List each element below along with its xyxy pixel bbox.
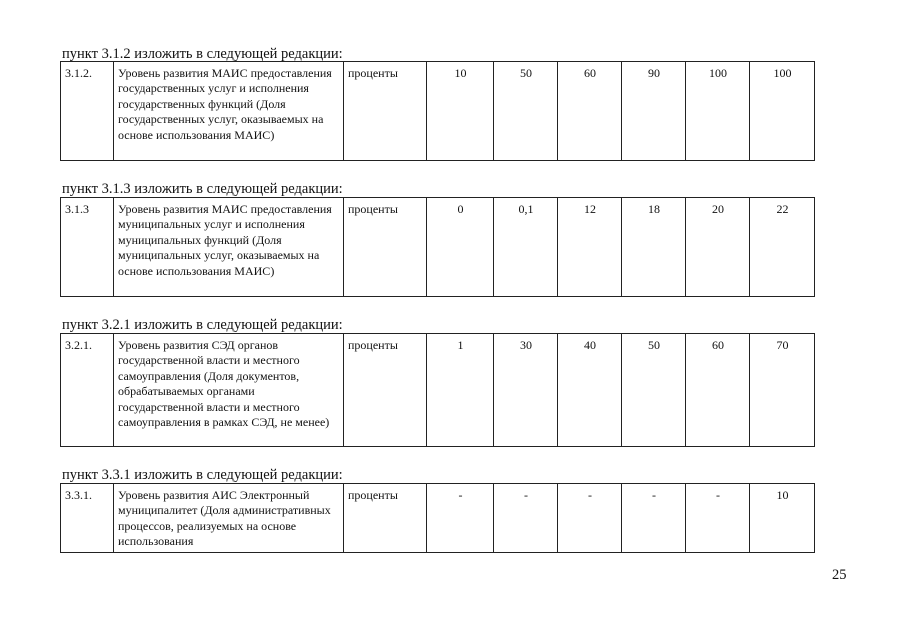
indicator-unit: проценты (344, 484, 427, 553)
indicator-value: 100 (686, 62, 750, 161)
indicator-value: 40 (558, 334, 622, 447)
indicator-name: Уровень развития СЭД органов государственной власти и местного самоуправления (Доля документов, обрабатываемых органами государственной власти и местного самоуправления в рамках СЭД, не менее) (114, 334, 344, 447)
indicator-value: 20 (686, 198, 750, 297)
indicator-table (60, 333, 815, 447)
indicator-value: - (558, 484, 622, 553)
indicator-unit: проценты (344, 198, 427, 297)
indicator-value: 60 (686, 334, 750, 447)
table-row (61, 334, 815, 447)
indicator-unit: проценты (344, 334, 427, 447)
indicator-value: 1 (427, 334, 494, 447)
indicator-code: 3.1.3 (61, 198, 114, 297)
indicator-table (60, 483, 815, 553)
indicator-table (60, 197, 815, 297)
indicator-value: 30 (494, 334, 558, 447)
page-number: 25 (832, 567, 847, 583)
table-row (61, 62, 815, 161)
indicator-unit: проценты (344, 62, 427, 161)
indicator-value: 0 (427, 198, 494, 297)
section-heading: пункт 3.1.2 изложить в следующей редакции: (62, 46, 343, 62)
section-heading: пункт 3.1.3 изложить в следующей редакции: (62, 181, 343, 197)
indicator-name: Уровень развития АИС Электронный муниципалитет (Доля административных процессов, реализуемых на основе использования (114, 484, 344, 553)
indicator-value: 70 (750, 334, 815, 447)
indicator-value: 100 (750, 62, 815, 161)
section-heading: пункт 3.2.1 изложить в следующей редакции: (62, 317, 343, 333)
indicator-code: 3.2.1. (61, 334, 114, 447)
indicator-value: 22 (750, 198, 815, 297)
indicator-name: Уровень развития МАИС предоставления государственных услуг и исполнения государственных функций (Доля государственных услуг, оказываемых на основе использования МАИС) (114, 62, 344, 161)
table-row (61, 198, 815, 297)
indicator-table (60, 61, 815, 161)
indicator-value: - (686, 484, 750, 553)
indicator-code: 3.1.2. (61, 62, 114, 161)
indicator-value: - (622, 484, 686, 553)
indicator-value: 50 (622, 334, 686, 447)
section-heading: пункт 3.3.1 изложить в следующей редакции: (62, 467, 343, 483)
indicator-value: 50 (494, 62, 558, 161)
indicator-value: - (494, 484, 558, 553)
indicator-value: 10 (750, 484, 815, 553)
indicator-value: 90 (622, 62, 686, 161)
indicator-value: - (427, 484, 494, 553)
table-row (61, 484, 815, 553)
indicator-value: 12 (558, 198, 622, 297)
indicator-value: 18 (622, 198, 686, 297)
indicator-value: 10 (427, 62, 494, 161)
indicator-name: Уровень развития МАИС предоставления муниципальных услуг и исполнения муниципальных функций (Доля муниципальных услуг, оказываемых на основе использования МАИС) (114, 198, 344, 297)
indicator-value: 60 (558, 62, 622, 161)
indicator-code: 3.3.1. (61, 484, 114, 553)
indicator-value: 0,1 (494, 198, 558, 297)
